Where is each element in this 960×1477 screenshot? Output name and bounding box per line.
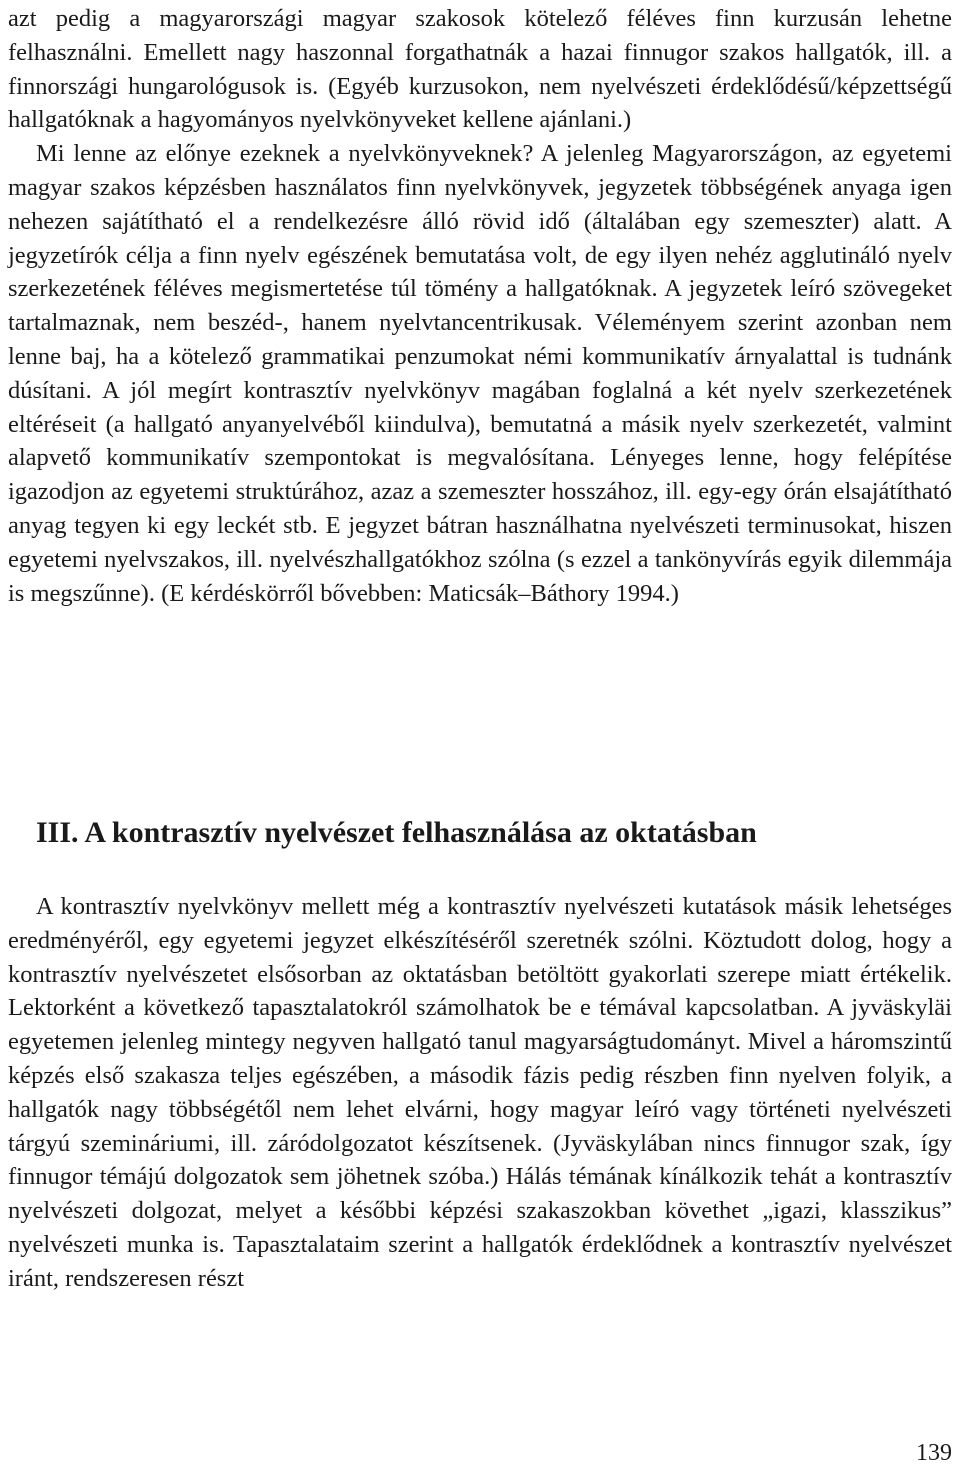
paragraph-continued: azt pedig a magyarországi magyar szakosok kötelező féléves finn kurzusán lehetne felhasználni. Emellett nagy haszonnal forgathatnák a hazai finnugor szakos hallgatók, ill. a finnországi hungarológusok is. (Egyéb kurzusokon, nem nyelvészeti érdeklődésű/képzettségű hallgatóknak a hagyományos nyelvkönyveket kellene ajánlani.) [8,5,952,134]
page-number: 139 [916,1440,952,1466]
paragraph-section: A kontrasztív nyelvkönyv mellett még a kontrasztív nyelvészeti kutatások másik lehetséges eredményéről, egy egyetemi jegyzet elkészítéséről szeretnék szólni. Köztudott dolog, hogy a kontrasztív nyelvészetet elsősorban az oktatásban betöltött gyakorlati szerepe miatt értékelik. Lektorként a következő tapasztalatokról számolhatok be e témával kapcsolatban. A jyväskyläi egyetemen jelenleg mintegy negyven hallgató tanul magyarságtudományt. Mivel a háromszintű képzés első szakasza teljes egészében, a második fázis pedig részben finn nyelven folyik, a hallgatók nagy többségétől nem lehet elvárni, hogy magyar leíró vagy történeti nyelvészeti tárgyú szemináriumi, ill. záródolgozatot készítsenek. (Jyväskylában nincs finnugor szak, így finnugor témájú dolgozatok sem jöhetnek szóba.) Hálás témának kínálkozik tehát a kontrasztív nyelvészeti dolgozat, melyet a későbbi képzési szakaszokban követhet „igazi, klasszikus” nyelvészeti munka is. Tapasztalataim szerint a hallgatók érdeklődnek a kontrasztív nyelvészet iránt, rendszeresen részt [8,893,952,1292]
paragraph-advantages: Mi lenne az előnye ezeknek a nyelvkönyveknek? A jelenleg Magyarországon, az egyetemi magyar szakos képzésben használatos finn nyelvkönyvek, jegyzetek többségének anyaga igen nehezen sajátítható el a rendelkezésre álló rövid idő (általában egy szemeszter) alatt. A jegyzetírók célja a finn nyelv egészének bemutatása volt, de egy ilyen nehéz agglutináló nyelv szerkezetének féléves megismertetése túl tömény a hallgatóknak. A jegyzetek leíró szövegeket tartalmaznak, nem beszéd-, hanem nyelvtancentrikusak. Véleményem szerint azonban nem lenne baj, ha a kötelező grammatikai penzumokat némi kommunikatív árnyalattal is tudnánk dúsítani. A jól megírt kontrasztív nyelvkönyv magában foglalná a két nyelv szerkezetének eltéréseit (a hallgató anyanyelvéből kiindulva), bemutatná a másik nyelv szerkezetét, valmint alapvető kommunikatív szempontokat is megvalósítana. Lényeges lenne, hogy felépítése igazodjon az egyetemi struktúrához, azaz a szemeszter hosszához, ill. egy-egy órán elsajátítható anyag tegyen ki egy leckét stb. E jegyzet bátran használhatna nyelvészeti terminusokat, hiszen egyetemi nyelvszakos, ill. nyelvészhallgatókhoz szólna (s ezzel a tankönyvírás egyik dilemmája is megszűnne). (E kérdéskörről bővebben: Maticsák–Báthory 1994.) [8,140,952,607]
section-heading: III. A kontrasztív nyelvészet felhasználása az oktatásban [36,816,757,849]
page-body [8,0,952,610]
section-heading-wrap [8,815,952,851]
section-body [8,890,952,1296]
